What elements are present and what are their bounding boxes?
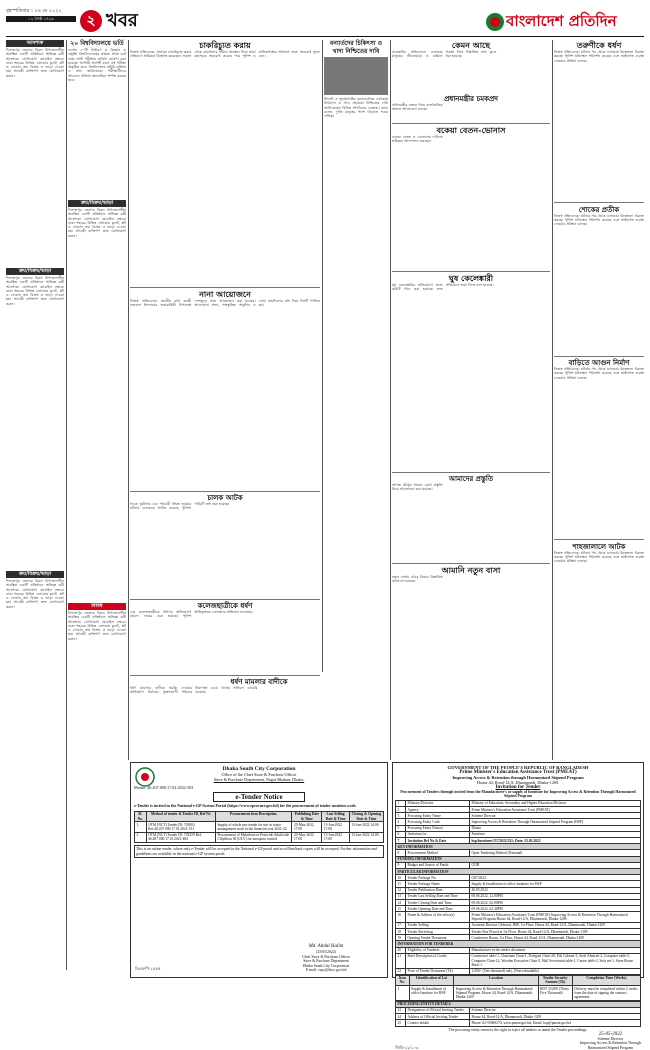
article-5-body: সড়ক দুর্ঘটনায় এক পথচারী নিহত হওয়ার ঘটনায় চালককে আটক করেছে পুলিশ। গাড়িটি জব্দ করা হয়েছে।	[130, 502, 230, 511]
table-cell: 8	[396, 850, 406, 856]
pmeat-signature	[580, 1033, 641, 1050]
article-2	[130, 40, 320, 285]
article-9-body: প্রধানমন্ত্রীর বক্তব্য নিয়ে রাজনৈতিক অঙ্গনে আলোচনা চলছে।	[392, 103, 443, 112]
table-cell: 7	[396, 838, 406, 844]
table-cell: OTM (NCT) Tender ID: 701804 Ref:46.207.000.17.01.2021-191	[146, 822, 215, 832]
table-cell: 1.	[135, 822, 147, 832]
table-cell: 21	[396, 953, 406, 968]
dscc-sign-title: Chief Store & Purchase Officer	[302, 954, 350, 959]
column-divider	[322, 40, 323, 672]
table-cell: Procuring Entity Name	[406, 813, 470, 819]
table-cell: House 44, Road-12/A, Dhanmondi, Dhaka-1209	[470, 1014, 641, 1020]
table-cell: 20	[396, 947, 406, 953]
table-cell: Agency	[406, 807, 470, 813]
article-10-title: বকেয়া বেতন-ভোনাস	[436, 125, 506, 135]
right-column	[554, 40, 644, 760]
article-3-body: নিজস্ব প্রতিবেদক। জাতীয় কবি কাজী নজরুল ইসলামের জন্মবার্ষিকী উপলক্ষে দেশজুড়ে নানা আয়োজন করা হয়েছে। আলোচনা সভা, সাংস্কৃতিক অনুষ্ঠান ও দোয়া মাহফিলের মধ্য দিয়ে দিনটি পালিত হয়।	[130, 299, 320, 308]
dscc-org: Dhaka South City Corporation	[222, 766, 296, 772]
table-cell: Invitation Ref No & Date	[406, 838, 470, 844]
article-6	[130, 601, 320, 673]
pmeat-entity-table	[395, 1001, 641, 1027]
table-cell: 24	[396, 1014, 406, 1020]
table-cell: Eligibility of Tenderer	[406, 947, 470, 953]
divider	[130, 491, 320, 492]
classified-body-2b: দিনাজপুর জেলার বিরল উপজেলাধীন অবস্থিত একটি প্রতিষ্ঠানে অভিজ্ঞ কর্মী আবশ্যক। যোগাযোগ মোবাইল নম্বরে। ঢাকা শহরের বিভিন্ন এলাকায় ফ্ল্যাট, প্লট ও দোকান ক্রয় বিক্রয় ও ভাড়া দেওয়া হয়। আগ্রহী ব্যক্তিগণ দ্রুত যোগাযোগ করুন।	[68, 208, 126, 238]
table-cell: BDT 35,000 (Thirty Five Thousand)	[538, 986, 572, 1001]
table-cell: 26.05.2022	[470, 887, 641, 893]
section-title: খবর	[106, 10, 138, 31]
table-cell: Ministry of Education, Secondary and Higher Education Division	[470, 800, 641, 806]
table-cell: Tender Closing Date and Time	[406, 900, 470, 906]
dscc-office: Office of the Chief Store & Purchase Officer	[221, 772, 297, 777]
right-a2-body: নিজস্ব প্রতিবেদক। ঘটনার পর থেকে এলাকায় উত্তেজনা বিরাজ করছে। পুলিশ ঘটনাস্থল পরিদর্শন করেছে এবং আইনগত ব্যবস্থা নেওয়ার প্রক্রিয়া চলছে।	[554, 213, 644, 227]
article-8-body: সরেজমিন প্রতিবেদন। এলাকার মানুষের জীবনযাত্রা ও বর্তমান অবস্থা নিয়ে বিস্তারিত তথ্য তুলে ধরা হয়েছে।	[392, 50, 497, 59]
table-cell: 10	[396, 875, 406, 881]
dscc-title: e-Tender Notice	[213, 792, 305, 802]
table-cell: 25-May-2022 17:00	[292, 822, 322, 832]
article-1-body: দেশের ২০টি সাধারণ ও বিজ্ঞান ও প্রযুক্তি বিশ্ববিদ্যালয়ের স্নাতক প্রথম বর্ষে গুচ্ছ ভর্তি পরীক্ষার তারিখ ঘোষণা করা হয়েছে। আগামী আগস্ট মাসে এই পরীক্ষা অনুষ্ঠিত হবে। বিশ্ববিদ্যালয় মঞ্জুরি কমিশন এ তথ্য জানিয়েছে। পরীক্ষার্থীদের আবেদন প্রক্রিয়া অনলাইনে সম্পন্ন করতে হবে।	[68, 48, 126, 83]
table-cell: 11	[396, 881, 406, 887]
pmeat-program: Improving Access & Retention through Harmonized Stipend Program	[452, 775, 584, 780]
dscc-sign-name: Md. Abdul Halim	[308, 944, 344, 950]
pmeat-subtitle: Procurement of Tenders through invited from the Manufacturer's or supply of furniture for Improving Access & Retention Through Harmonized Stipend Program	[400, 790, 636, 799]
article-4-photo	[324, 57, 388, 95]
table-cell: OTM (NCT) Tender ID: 703259 Ref: 46.207.000.17.01.2021-404	[146, 832, 215, 842]
table-cell: Procurement of Malathion or Pesticide Adulticide Chlythion 50 (ULV) for mosquito control.	[215, 832, 292, 842]
page-number: ২	[80, 10, 102, 32]
article-6-title: কলেজছাত্রীকে ধর্ষণ	[197, 601, 253, 610]
col-header: Last Selling Date & Time	[322, 811, 349, 821]
table-cell: Delivery must be completed within 2 weeks from the date of signing the contract agreement.	[572, 986, 640, 1001]
pmeat-table	[395, 800, 641, 975]
table-row	[135, 832, 384, 842]
classified-header-2b: ক্রয়/বিক্রয়/ভাড়া	[68, 200, 126, 207]
table-cell: 5	[396, 825, 406, 831]
table-cell: G07/2022	[470, 875, 641, 881]
divider	[392, 271, 550, 272]
article-1	[68, 40, 126, 198]
dscc-sign-office: Store & Purchase Department	[303, 959, 349, 964]
classified-column-2	[68, 200, 126, 760]
classified-header-2: ক্রয়/বিক্রয়/ভাড়া	[6, 268, 64, 275]
classified-column	[6, 40, 64, 970]
table-cell: 1	[396, 986, 410, 1001]
table-cell: Budget and Source of Funds	[406, 862, 470, 868]
pmeat-sign-title: Scheme Director	[597, 1036, 624, 1041]
table-cell: 16	[396, 912, 406, 922]
table-cell: hsp/furniture/157/2022/321; Date: 25.05.2022	[470, 838, 641, 844]
divider	[554, 356, 644, 357]
article-7	[130, 677, 388, 759]
table-cell: 25-May-2022 17:00	[292, 832, 322, 842]
article-11-title: ঘুষ কেলেঙ্কারী	[448, 273, 494, 283]
table-cell: Furniture	[470, 831, 641, 837]
pmeat-item-table	[395, 975, 641, 1001]
table-row	[396, 968, 641, 974]
pmeat-tender-notice	[392, 762, 644, 1050]
article-13-title: আমানি নতুন বাসা	[441, 565, 501, 575]
article-7-body: ধর্ষণ মামলার বাদীকে হুমকি দেওয়ার অভিযোগ উঠেছে। ভুক্তভোগী পরিবার নিরাপত্তা চেয়ে থানায় সাধারণ ডায়েরি করেছে।	[130, 686, 258, 695]
article-4	[324, 40, 388, 672]
classified-header-3: ক্রয়/বিক্রয়/ভাড়া	[6, 571, 64, 578]
right-a3-body: নিজস্ব প্রতিবেদক। ঘটনার পর থেকে এলাকায় উত্তেজনা বিরাজ করছে। পুলিশ ঘটনাস্থল পরিদর্শন করেছে এবং আইনগত ব্যবস্থা নেওয়ার প্রক্রিয়া চলছে।	[554, 367, 644, 380]
table-cell: 13-Jun-2022 14:00	[349, 832, 383, 842]
article-10	[392, 125, 550, 270]
table-cell: Tender Publication Date	[406, 887, 470, 893]
dscc-intro: e-Tender is invited in the National e-GP System Portal (https://www.eprocure.gov.bd) for the procurement of tender mention work.	[134, 803, 357, 808]
right-a1-body: নিজস্ব প্রতিবেদক। ঘটনার পর থেকে এলাকায় উত্তেজনা বিরাজ করছে। পুলিশ ঘটনাস্থল পরিদর্শন করেছে এবং আইনগত ব্যবস্থা নেওয়ার প্রক্রিয়া চলছে।	[554, 50, 644, 63]
col-header: Identification of Lot	[409, 975, 454, 985]
article-3	[130, 289, 320, 489]
table-cell: 25	[396, 1020, 406, 1026]
pmeat-sign-line2: Harmonized Stipend Program	[587, 1045, 634, 1050]
table-cell: Contact details	[406, 1020, 470, 1026]
column-divider	[390, 40, 391, 760]
table-cell: Dhaka	[470, 825, 641, 831]
table-cell: Procuring Entity Code	[406, 819, 470, 825]
article-9-title: প্রধানমন্ত্রীর চমকপ্রদ	[444, 94, 498, 103]
table-cell: Address of Official Inviting Tender	[406, 1014, 470, 1020]
right-a2-title: শোকের প্রতীক	[578, 204, 620, 214]
pmeat-sign-line1: Improving Access & Retention Through	[579, 1041, 641, 1046]
logo: বাংলাদেশ প্রতিদিন	[506, 12, 617, 30]
table-cell: 14	[396, 900, 406, 906]
article-12	[392, 474, 550, 562]
article-10-body: বকেয়া বেতন ও বোনাসের দাবিতে শ্রমিকরা আন্দোলন করছেন।	[392, 135, 443, 144]
dscc-ref: ডিএফপি-২৫৫৫	[135, 966, 161, 971]
table-cell: 2	[396, 807, 406, 813]
pmeat-gov: GOVERNMENT OF THE PEOPLE'S REPUBLIC OF BANGLADESH	[447, 765, 589, 770]
divider	[130, 287, 320, 288]
dscc-sign-email: E-mail: cspo@dscc.gov.bd	[305, 968, 347, 973]
dscc-logo-icon	[135, 767, 155, 787]
col-header: Publishing Date & Time	[292, 811, 322, 821]
classified-header: আবশ্যক	[6, 40, 64, 47]
article-13-body: নতুন বাসায় ওঠার বিষয়ে বিস্তারিত জানানো হয়েছে।	[392, 575, 443, 584]
table-row	[135, 822, 384, 832]
column-divider	[128, 40, 129, 760]
table-cell: Designation of Official Inviting Tender	[406, 1007, 470, 1013]
classified-body-1: দিনাজপুর জেলার বিরল উপজেলাধীন অবস্থিত একটি প্রতিষ্ঠানে অভিজ্ঞ কর্মী আবশ্যক। যোগাযোগ মোবাইল নম্বরে। ঢাকা শহরের বিভিন্ন এলাকায় ফ্ল্যাট, প্লট ও দোকান ক্রয় বিক্রয় ও ভাড়া দেওয়া হয়। আগ্রহী ব্যক্তিগণ দ্রুত যোগাযোগ করুন।	[6, 48, 64, 78]
dscc-sub: Store & Purchase Department, Nagar Bhaban, Dhaka.	[213, 777, 305, 782]
table-cell: Scheme Director	[470, 813, 641, 819]
pmeat-reserve: The procuring entity reserves the right to reject all tenders or annul the Tender proceedings.	[448, 1027, 588, 1032]
table-cell: 9	[396, 862, 406, 868]
table-header	[396, 975, 641, 985]
classified-body-3: দিনাজপুর জেলার বিরল উপজেলাধীন অবস্থিত একটি প্রতিষ্ঠানে অভিজ্ঞ কর্মী আবশ্যক। যোগাযোগ মোবাইল নম্বরে। ঢাকা শহরের বিভিন্ন এলাকায় ফ্ল্যাট, প্লট ও দোকান ক্রয় বিক্রয় ও ভাড়া দেওয়া হয়। আগ্রহী ব্যক্তিগণ দ্রুত যোগাযোগ করুন।	[6, 579, 64, 609]
table-cell: Conference table-1, Chairman Chair-1, Delegate Chair-20, File Cabinet-3, Steel Almirah-2, Computer table-5, Computer Chair-12, Wooden Executive Chair-5, Half Secretariat table-1, Center table-2, Sofa set-1, Store Room Rack-1.	[470, 953, 641, 968]
table-cell: Opening Tender Document	[406, 935, 470, 941]
table-cell: Assistant Director (Admin), HSP, 1st Floor, House 44, Road-12/A, Dhanmondi, Dhaka-1209	[470, 922, 641, 928]
table-cell: Tender Box Placed at 1st Floor, House 44, Road-12/A, Dhanmondi, Dhaka-1209	[470, 929, 641, 935]
table-cell: 3	[396, 813, 406, 819]
table-cell: 6	[396, 831, 406, 837]
article-2-body: নিজস্ব প্রতিবেদক, সাভার। চাকরিচ্যুত করার প্রতিবাদে শ্রমিকরা বিক্ষোভ করেছেন। সকাল থেকে কারখানার সামনে অবস্থান নিয়ে তারা মহাসড়ক অবরোধ করেন। পরে পুলিশ ও মালিকপক্ষের আশ্বাসে তারা অবরোধ তুলে নেন।	[130, 50, 320, 59]
table-cell: Ministry/Division	[406, 800, 470, 806]
table-cell: Price of Tender Document (Tk)	[406, 968, 470, 974]
table-cell: Manufacturer in the tender document	[470, 947, 641, 953]
section-label: KEY INFORMATION	[396, 844, 641, 850]
table-cell: Procuring Entity District	[406, 825, 470, 831]
table-cell: Scheme Director	[470, 1007, 641, 1013]
table-cell: 4	[396, 819, 406, 825]
col-header: Tender Security Amount (Tk)	[538, 975, 572, 985]
article-11-body: ঘুষ কেলেঙ্কারির অভিযোগে তদন্ত কমিটি গঠন করা হয়েছে। দ্রুত প্রতিবেদন জমা দিতে বলা হয়েছে।	[392, 283, 494, 292]
divider	[392, 123, 550, 124]
table-cell: Phone: 02-55069270, www.pmeat.gov.bd, Email: hsp@pmeat.gov.bd	[470, 1020, 641, 1026]
article-3-title: নানা আয়োজনে	[199, 289, 251, 299]
article-7-title: ধর্ষণ মামলার বাদীকে	[230, 677, 288, 686]
table-row	[396, 1020, 641, 1026]
logo-mark-icon	[484, 11, 506, 33]
pmeat-ref: জিডি-২২/১০৩	[395, 1045, 419, 1050]
table-cell: 2.	[135, 832, 147, 842]
table-cell: Open Tendering Method (National)	[470, 850, 641, 856]
misc-body: দিনাজপুর জেলার বিরল উপজেলাধীন অবস্থিত একটি প্রতিষ্ঠানে অভিজ্ঞ কর্মী আবশ্যক। যোগাযোগ মোবাইল নম্বরে। ঢাকা শহরের বিভিন্ন এলাকায় ফ্ল্যাট, প্লট ও দোকান ক্রয় বিক্রয় ও ভাড়া দেওয়া হয়। আগ্রহী ব্যক্তিগণ দ্রুত যোগাযোগ করুন।	[68, 611, 126, 641]
divider	[392, 563, 550, 564]
dscc-footer: This is an online tender, where only e-Tender will be accepted in the National e-GP portal and no offline/hard copies will be accepted. Further information and guidelines are available in the national e-GP system portal.	[134, 845, 384, 858]
table-cell: Improving Access & Retention Through Harmonized Stipend Program (HSP).	[470, 819, 641, 825]
col-header: Procurement item Description.	[215, 811, 292, 821]
table-row	[396, 953, 641, 968]
dscc-table	[134, 811, 384, 843]
dscc-sign-date: (25/05/2022)	[316, 950, 336, 955]
table-cell: 13-Jun-2022 17:00	[322, 822, 349, 832]
table-cell: Name & Address of the office(s)	[406, 912, 470, 922]
article-11	[392, 273, 550, 471]
divider	[554, 539, 644, 540]
table-cell: Tender Receiving	[406, 929, 470, 935]
table-cell: 12	[396, 887, 406, 893]
dscc-signature	[271, 945, 381, 973]
table-cell: Brief Description of Goods	[406, 953, 470, 968]
right-a4-title: শাহজালালে আটক	[572, 541, 626, 551]
table-cell: Invitation for	[406, 831, 470, 837]
divider	[392, 472, 550, 473]
table-cell: 13-Jun-2022 14:00	[349, 822, 383, 832]
section-label: FUNDING INFORMATION	[396, 856, 641, 862]
pmeat-address: House 44, Road-12/A, Dhanmondi, Dhaka-1209.	[476, 780, 560, 785]
table-cell: 23	[396, 1007, 406, 1013]
col-header: Location	[454, 975, 538, 985]
table-cell: 13	[396, 893, 406, 899]
col-header: SL No.	[135, 811, 147, 821]
col-header: Closing & Opening Date & Time	[349, 811, 383, 821]
top-date: ১২ জৈষ্ঠ ১৪২৯	[6, 16, 76, 22]
divider	[130, 675, 320, 676]
classified-body-2: দিনাজপুর জেলার বিরল উপজেলাধীন অবস্থিত একটি প্রতিষ্ঠানে অভিজ্ঞ কর্মী আবশ্যক। যোগাযোগ মোবাইল নম্বরে। ঢাকা শহরের বিভিন্ন এলাকায় ফ্ল্যাট, প্লট ও দোকান ক্রয় বিক্রয় ও ভাড়া দেওয়া হয়। আগ্রহী ব্যক্তিগণ দ্রুত যোগাযোগ করুন।	[6, 276, 64, 306]
misc-header: বিবিধ	[68, 603, 126, 610]
table-cell: 17	[396, 922, 406, 928]
table-cell: Tender Package No.	[406, 875, 470, 881]
article-1-title: ২০ বিশ্ববিদ্যালয়ে ভর্তি	[70, 40, 124, 47]
dscc-tender-notice	[130, 762, 388, 978]
article-6-body: এক কলেজছাত্রীকে ধর্ষণের অভিযোগে মামলা দায়ের করা হয়েছে। পুলিশ অভিযুক্তকে গ্রেফতারে অভিযান চালাচ্ছে।	[130, 610, 253, 619]
date-line: বৃহস্পতিবার । ২৬ মে ২০২২	[6, 8, 62, 14]
table-cell: 18	[396, 929, 406, 935]
article-13	[392, 565, 550, 760]
right-a4-body: নিজস্ব প্রতিবেদক। ঘটনার পর থেকে এলাকায় উত্তেজনা বিরাজ করছে। পুলিশ ঘটনাস্থল পরিদর্শন করেছে এবং আইনগত ব্যবস্থা নেওয়ার প্রক্রিয়া চলছে।	[554, 550, 644, 564]
table-cell: Procurement Method	[406, 850, 470, 856]
table-cell: Tender Last Selling Date and Time	[406, 893, 470, 899]
masthead-rule	[6, 36, 644, 37]
table-cell: GOB	[470, 862, 641, 868]
table-cell: 1	[396, 800, 406, 806]
pmeat-invitation: Invitation for Tender	[495, 785, 541, 790]
table-cell: 13-Jun-2022 17:00	[322, 832, 349, 842]
section-label: PROCURING ENTITY DETAILS	[396, 1001, 641, 1007]
table-cell: Improving Access & Retention Through Harmonized Stipend Program, House 44, Road-12/A, Dhanmondi, Dhaka-1209	[454, 986, 538, 1001]
table-row	[396, 912, 641, 922]
divider	[554, 202, 644, 203]
table-cell: Conference Room, 1st Floor, House 44, Road-12/A, Dhanmondi, Dhaka-1209.	[470, 935, 641, 941]
table-cell: 1,000/- (One thousand) only, (Non-refundable)	[470, 968, 641, 974]
col-header: Item No.	[396, 975, 410, 985]
section-label: PARTICULAR INFORMATION	[396, 869, 641, 875]
article-4-title: বন্যার্তদের চিকিৎসা ও খাদ্য নিশ্চিতের দাবি	[329, 40, 383, 55]
pmeat-title: Prime Minister's Education Assistance Trust (PMEAT)	[459, 770, 577, 775]
col-header: Completion Time (Weeks)	[572, 975, 640, 985]
column-divider	[66, 40, 67, 970]
article-2-title: চাকরিচ্যুত করায়	[199, 40, 251, 50]
right-a1-title: তরুণীকে ধর্ষণ	[576, 40, 622, 50]
pmeat-footer	[395, 1033, 641, 1050]
article-12-body: আসন্ন মৌসুম সামনে রেখে প্রস্তুতি নিয়ে আলোচনা করা হয়েছে।	[392, 483, 443, 492]
table-cell: Prime Minister's Education Assistance Trust (PMEAT) Improving Access & Retention Through Harmonized Stipend Program House 44, Road-12/A, Dhanmondi, Dhaka-1209.	[470, 912, 641, 922]
article-5	[130, 493, 320, 597]
table-cell: 15	[396, 906, 406, 912]
table-cell: Tender Opening Date and Time	[406, 906, 470, 912]
table-cell: Supply & Installation of office furniture for HSP	[470, 881, 641, 887]
table-cell: 08.06.2022, 12.00PM	[470, 893, 641, 899]
table-cell: 09.06.2022, 02.00PM	[470, 900, 641, 906]
dscc-memo: Memo: 46.207.000.17.02.2022-381	[134, 785, 194, 790]
article-12-title: আমাদের প্রস্তুতি	[448, 474, 494, 483]
col-header: Method of tender & Tender ID, Ref No	[146, 811, 215, 821]
table-cell: 19	[396, 935, 406, 941]
article-5-title: চালক আটক	[207, 493, 243, 502]
pmeat-sign-date: 25-05-2022	[598, 1031, 623, 1037]
article-8	[392, 40, 550, 92]
article-8-title: কেমন আছে	[451, 40, 491, 50]
divider	[130, 599, 320, 600]
section-label: INFORMATION FOR TENDERER	[396, 941, 641, 947]
table-cell: Prime Minister's Education Assistance Trust (PMEAT)	[470, 807, 641, 813]
table-cell: 09.06.2022, 02.30PM	[470, 906, 641, 912]
right-a3-title: বাড়িতে আগুন নির্মাণ	[568, 358, 630, 368]
dscc-table-header	[135, 811, 384, 821]
table-cell: Supply of whole raw tender for use in waste management work in the financial year 2021-22.	[215, 822, 292, 832]
table-row	[396, 986, 641, 1001]
table-cell: Supply & Installation of office furniture for HSP.	[409, 986, 454, 1001]
article-4-body: সিলেট ও সুনামগঞ্জের বন্যাকবলিত এলাকায় চিকিৎসা ও খাদ্য সহায়তা নিশ্চিতের দাবি জানিয়েছেন বিভিন্ন সংগঠনের নেতারা। তারা বলেন, দুর্গত মানুষের পাশে দাঁড়ানো সবার দায়িত্ব।	[324, 97, 388, 119]
dscc-sign-org: Dhaka South City Corporation	[302, 963, 350, 968]
table-cell: Tender Package Name	[406, 881, 470, 887]
column-divider	[552, 40, 553, 760]
article-9	[392, 94, 550, 122]
table-cell: Tender Selling	[406, 922, 470, 928]
table-cell: 22	[396, 968, 406, 974]
